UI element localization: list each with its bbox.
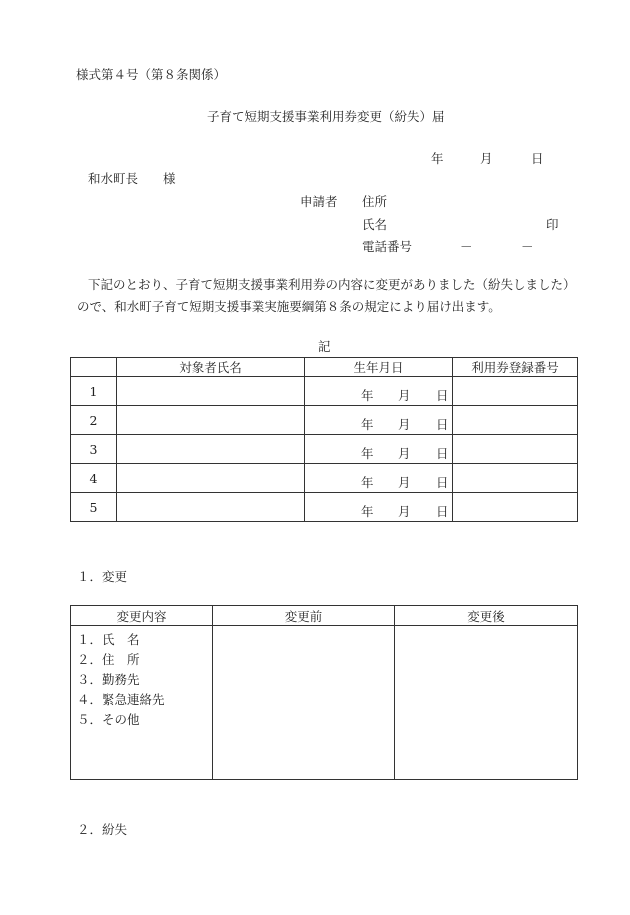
- day-label: 日: [436, 388, 449, 403]
- month-label: 月: [398, 446, 411, 461]
- birthdate-cell[interactable]: [305, 493, 453, 522]
- body-text-line-1: 下記のとおり、子育て短期支援事業利用券の内容に変更がありました（紛失しました）: [88, 277, 576, 292]
- row-number: 2: [71, 406, 117, 435]
- change-item-emergency-contact[interactable]: ４．緊急連絡先: [77, 692, 165, 707]
- change-table-header: [71, 606, 578, 626]
- month-label: 月: [398, 504, 411, 519]
- birthdate-cell[interactable]: [305, 435, 453, 464]
- birthdate-cell[interactable]: [305, 464, 453, 493]
- document-title: 子育て短期支援事業利用券変更（紛失）届: [207, 109, 445, 124]
- year-label: 年: [361, 504, 374, 519]
- header-birthdate: 生年月日: [305, 358, 453, 377]
- ticket-number-cell[interactable]: [453, 493, 578, 522]
- table-row: [71, 377, 578, 406]
- target-name-cell[interactable]: [117, 377, 305, 406]
- date-day-label: 日: [531, 151, 544, 166]
- change-item-name[interactable]: １．氏 名: [77, 632, 140, 647]
- ticket-number-cell[interactable]: [453, 464, 578, 493]
- target-name-cell[interactable]: [117, 493, 305, 522]
- change-table-body: [71, 626, 578, 780]
- after-cell[interactable]: [395, 626, 578, 780]
- change-content-cell: [71, 626, 213, 780]
- change-item-list: [71, 626, 212, 730]
- header-ticket-number: 利用券登録番号: [453, 358, 578, 377]
- day-label: 日: [436, 446, 449, 461]
- header-target-name: 対象者氏名: [117, 358, 305, 377]
- birthdate-cell[interactable]: [305, 377, 453, 406]
- applicant-label: 申請者: [300, 194, 338, 209]
- month-label: 月: [398, 475, 411, 490]
- target-table: [70, 357, 578, 522]
- header-change-content: 変更内容: [71, 606, 213, 626]
- table-row: [71, 406, 578, 435]
- address-label: 住所: [362, 194, 388, 209]
- body-text-line-2: ので、和水町子育て短期支援事業実施要綱第８条の規定により届け出ます。: [77, 299, 501, 314]
- section-loss-heading: ２．紛失: [77, 822, 128, 837]
- row-number: 1: [71, 377, 117, 406]
- target-name-cell[interactable]: [117, 464, 305, 493]
- table-row: [71, 435, 578, 464]
- year-label: 年: [361, 417, 374, 432]
- day-label: 日: [436, 475, 449, 490]
- month-label: 月: [398, 388, 411, 403]
- row-number: 3: [71, 435, 117, 464]
- ticket-number-cell[interactable]: [453, 406, 578, 435]
- day-label: 日: [436, 417, 449, 432]
- date-month-label: 月: [480, 151, 493, 166]
- header-after: 変更後: [395, 606, 578, 626]
- target-name-cell[interactable]: [117, 406, 305, 435]
- header-before: 変更前: [213, 606, 395, 626]
- row-number: 5: [71, 493, 117, 522]
- target-name-cell[interactable]: [117, 435, 305, 464]
- name-label: 氏名: [362, 217, 388, 232]
- change-item-other[interactable]: ５．その他: [77, 712, 140, 727]
- year-label: 年: [361, 446, 374, 461]
- seal-mark: 印: [546, 217, 559, 232]
- table-row: [71, 493, 578, 522]
- section-change-heading: １．変更: [77, 569, 128, 584]
- before-cell[interactable]: [213, 626, 395, 780]
- form-number: 様式第４号（第８条関係）: [76, 67, 227, 82]
- target-table-header: [71, 358, 578, 377]
- ticket-number-cell[interactable]: [453, 377, 578, 406]
- addressee: 和水町長 様: [88, 171, 176, 186]
- change-item-workplace[interactable]: ３．勤務先: [77, 672, 140, 687]
- month-label: 月: [398, 417, 411, 432]
- change-item-address[interactable]: ２．住 所: [77, 652, 140, 667]
- birthdate-cell[interactable]: [305, 406, 453, 435]
- day-label: 日: [436, 504, 449, 519]
- year-label: 年: [361, 388, 374, 403]
- year-label: 年: [361, 475, 374, 490]
- phone-label: 電話番号: [362, 239, 413, 254]
- change-table: [70, 605, 578, 780]
- phone-dash-1: －: [460, 239, 473, 254]
- table-row: [71, 464, 578, 493]
- header-no: [71, 358, 117, 377]
- date-year-label: 年: [431, 151, 444, 166]
- ticket-number-cell[interactable]: [453, 435, 578, 464]
- ki-heading: 記: [318, 339, 331, 354]
- phone-dash-2: －: [521, 239, 534, 254]
- row-number: 4: [71, 464, 117, 493]
